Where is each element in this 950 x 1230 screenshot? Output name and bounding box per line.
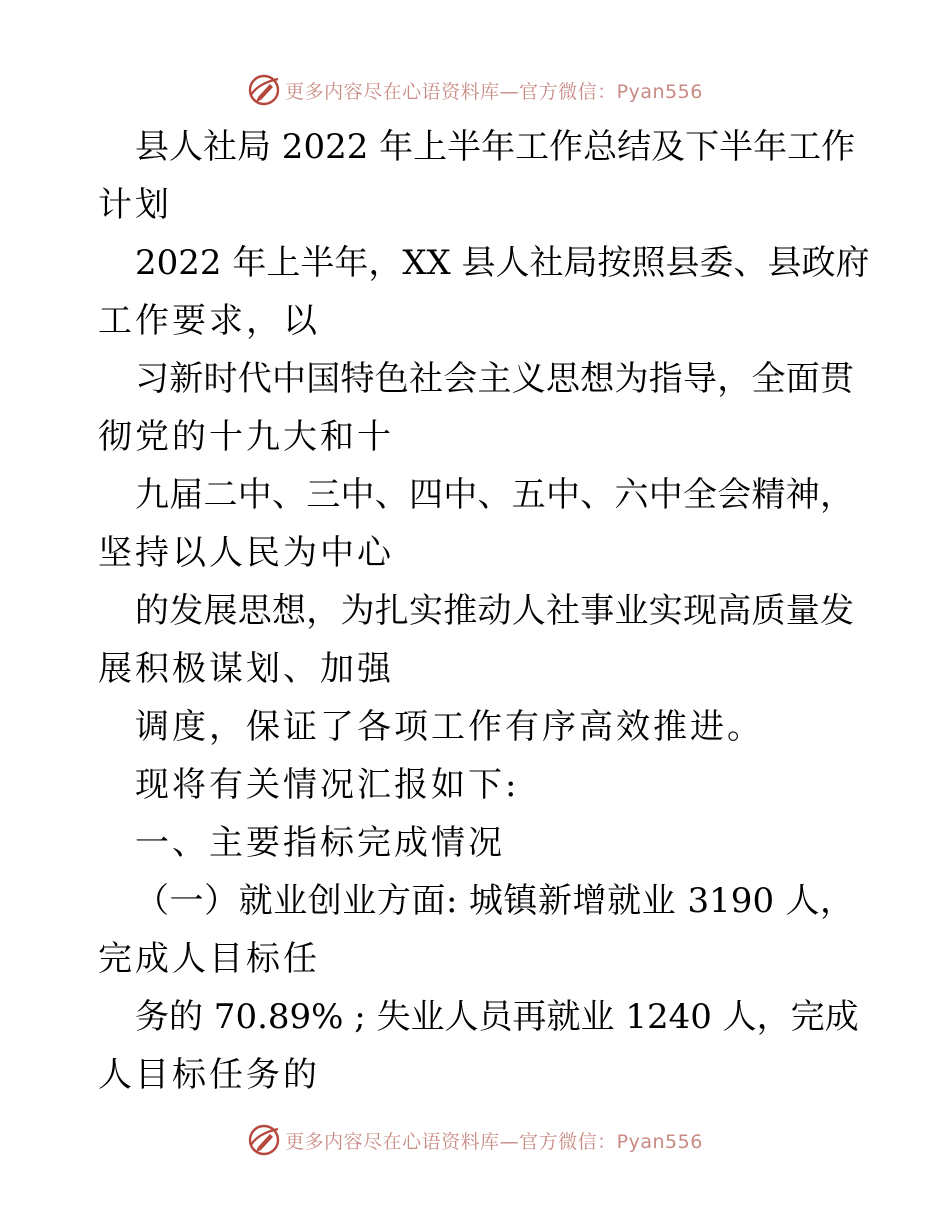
banner-text: 更多内容尽在心语资料库—官方微信：Pyan556 bbox=[285, 80, 703, 103]
doc-line: 展积极谋划、加强 bbox=[98, 649, 394, 689]
pen-logo-icon bbox=[247, 73, 281, 107]
header-banner bbox=[0, 70, 950, 110]
doc-line: 彻党的十九大和十 bbox=[98, 417, 394, 457]
doc-line: 2022 年上半年，XX 县人社局按照县委、县政府 bbox=[135, 243, 870, 283]
doc-line: 九届二中、三中、四中、五中、六中全会精神， bbox=[135, 475, 854, 515]
footer-banner bbox=[0, 1120, 950, 1160]
pen-logo-icon bbox=[247, 1123, 281, 1157]
doc-line: 完成人目标任 bbox=[98, 939, 320, 979]
section-heading: 一、主要指标完成情况 bbox=[135, 823, 505, 863]
doc-line: 工作要求，以 bbox=[98, 301, 320, 341]
banner-text: 更多内容尽在心语资料库—官方微信：Pyan556 bbox=[285, 1130, 703, 1153]
doc-line: 调度，保证了各项工作有序高效推进。 bbox=[135, 707, 764, 747]
doc-line: 县人社局 2022 年上半年工作总结及下半年工作 bbox=[135, 127, 856, 167]
doc-line: 计划 bbox=[98, 185, 172, 225]
doc-line: 习新时代中国特色社会主义思想为指导，全面贯 bbox=[135, 359, 854, 399]
doc-line: 坚持以人民为中心 bbox=[98, 533, 394, 573]
document-body bbox=[98, 118, 870, 1104]
doc-line: 务的 70.89% ; 失业人员再就业 1240 人，完成 bbox=[135, 997, 859, 1037]
doc-line: 的发展思想，为扎实推动人社事业实现高质量发 bbox=[135, 591, 854, 631]
doc-line: 人目标任务的 bbox=[98, 1055, 320, 1095]
doc-line: 现将有关情况汇报如下: bbox=[135, 765, 520, 805]
doc-line: （一）就业创业方面: 城镇新增就业 3190 人， bbox=[135, 881, 854, 921]
